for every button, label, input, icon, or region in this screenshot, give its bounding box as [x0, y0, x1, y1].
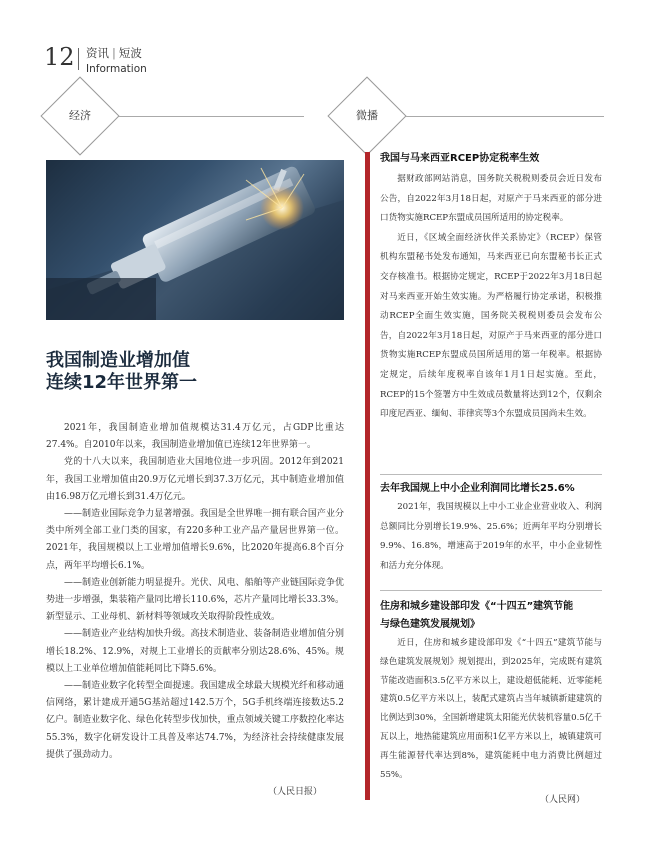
paragraph: 近日，《区域全面经济伙伴关系协定》（RCEP）保管机构东盟秘书处发布通知，马来西亚已向东盟秘书长正式交存核准书。根据协定规定，RCEP于2022年3月18日起对马来西亚开始生效实施。为严格履行协定承诺，积极推动RCEP全面生效实施，国务院关税税则委员会发布公告，自2022年3月18日起，对原产于马来西亚的部分进口货物实施RCEP东盟成员国所适用的第一年税率。根据协定规定，后续年度税率自该年1月1日起实施。至此，RCEP的15个签署方中生效成员数量将达到12个，仅剩余印度尼西亚、缅甸、菲律宾等3个东盟成员国尚未生效。: [380, 232, 602, 420]
section-rule-right: [404, 116, 604, 117]
right-article-3-source: （人民网）: [540, 795, 586, 805]
subsection-label: 短波: [118, 46, 142, 60]
column-accent-bar: [365, 152, 370, 800]
left-article-source: （人民日报）: [268, 787, 323, 797]
right-article-1-title: 我国与马来西亚RCEP协定税率生效: [380, 153, 540, 164]
paragraph: 近日，住房和城乡建设部印发《“十四五”建筑节能与绿色建筑发展规划》规划提出，到2025年，完成既有建筑节能改造面积3.5亿平方米以上，建设超低能耗、近零能耗建筑0.5亿平方米以上，装配式建筑占当年城镇新建建筑的比例达到30%，全国新增建筑太阳能光伏装机容量0.5亿千瓦以上，地热能建筑应用面积1亿平方米以上，城镇建筑可再生能源替代率达到8%，建筑能耗中电力消费比例超过55%。: [380, 638, 602, 780]
article-divider: [380, 590, 602, 591]
article-photo: [46, 160, 344, 320]
paragraph: 2021年，我国规模以上中小工业企业营业收入、利润总额同比分别增长19.9%、25.6%；近两年平均分别增长9.9%、16.8%，增速高于2019年的水平，中小企业韧性和活力充分体现。: [380, 502, 602, 571]
paragraph: 2021年，我国制造业增加值规模达31.4万亿元，占GDP比重达27.4%。自2010年以来，我国制造业增加值已连续12年世界第一。: [46, 423, 344, 451]
title-line-2: 连续12年世界第一: [46, 372, 198, 393]
right-article-2-body: [380, 498, 602, 576]
title-line-1: 我国制造业增加值: [46, 350, 190, 371]
title-line-1: 住房和城乡建设部印发《“十四五”建筑节能: [380, 601, 574, 612]
header-section: [86, 47, 142, 60]
section-english-label: Information: [86, 63, 147, 75]
right-article-1-body: [380, 170, 602, 425]
right-article-3-body: [380, 634, 602, 784]
paragraph: ——制造业产业结构加快升级。高技术制造业、装备制造业增加值分别增长18.2%、12.9%，对规上工业增长的贡献率分别达28.6%、45%。规模以上工业单位增加值能耗同比下降5.6%。: [46, 629, 344, 674]
header-divider: [78, 48, 79, 70]
right-article-3-title: [380, 598, 602, 634]
page-number: 12: [44, 43, 75, 71]
paragraph: 据财政部网站消息，国务院关税税则委员会近日发布公告，自2022年3月18日起，对原产于马来西亚的部分进口货物实施RCEP东盟成员国所适用的协定税率。: [380, 174, 602, 224]
right-article-2-title: 去年我国规上中小企业利润同比增长25.6%: [380, 483, 575, 494]
tag-microblog: 微播: [356, 109, 378, 122]
machining-illustration: [46, 160, 344, 320]
paragraph: ——制造业数字化转型全面提速。我国建成全球最大规模光纤和移动通信网络，累计建成开通5G基站超过142.5万个，5G手机终端连接数达5.2亿户。制造业数字化、绿色化转型步伐加快，重点领域关键工序数控化率达55.3%，数字化研发设计工具普及率达74.7%，为经济社会持续健康发展提供了强劲动力。: [46, 681, 344, 760]
left-article-title: [46, 350, 346, 394]
paragraph: ——制造业创新能力明显提升。光伏、风电、船舶等产业链国际竞争优势进一步增强，集装箱产量同比增长110.6%，芯片产量同比增长33.3%。新型显示、工业母机、新材料等领域攻关取得阶段性成效。: [46, 577, 344, 623]
section-separator: |: [112, 46, 116, 60]
article-divider: [380, 474, 602, 475]
title-line-2: 与绿色建筑发展规划》: [380, 619, 480, 630]
paragraph: 党的十八大以来，我国制造业大国地位进一步巩固。2012年到2021年，我国工业增加值由20.9万亿元增长到37.3万亿元，其中制造业增加值由16.98万亿元增长到31.4万亿元。: [46, 457, 344, 502]
section-label: 资讯: [86, 46, 109, 60]
paragraph: ——制造业国际竞争力显著增强。我国是全世界唯一拥有联合国产业分类中所列全部工业门类的国家，有220多种工业产品产量居世界第一位。2021年，我国规模以上工业增加值增长9.6%，比2020年提高6.8个百分点，两年平均增长6.1%。: [46, 509, 344, 571]
tag-economy: 经济: [69, 109, 91, 122]
left-article-body: [46, 420, 344, 764]
